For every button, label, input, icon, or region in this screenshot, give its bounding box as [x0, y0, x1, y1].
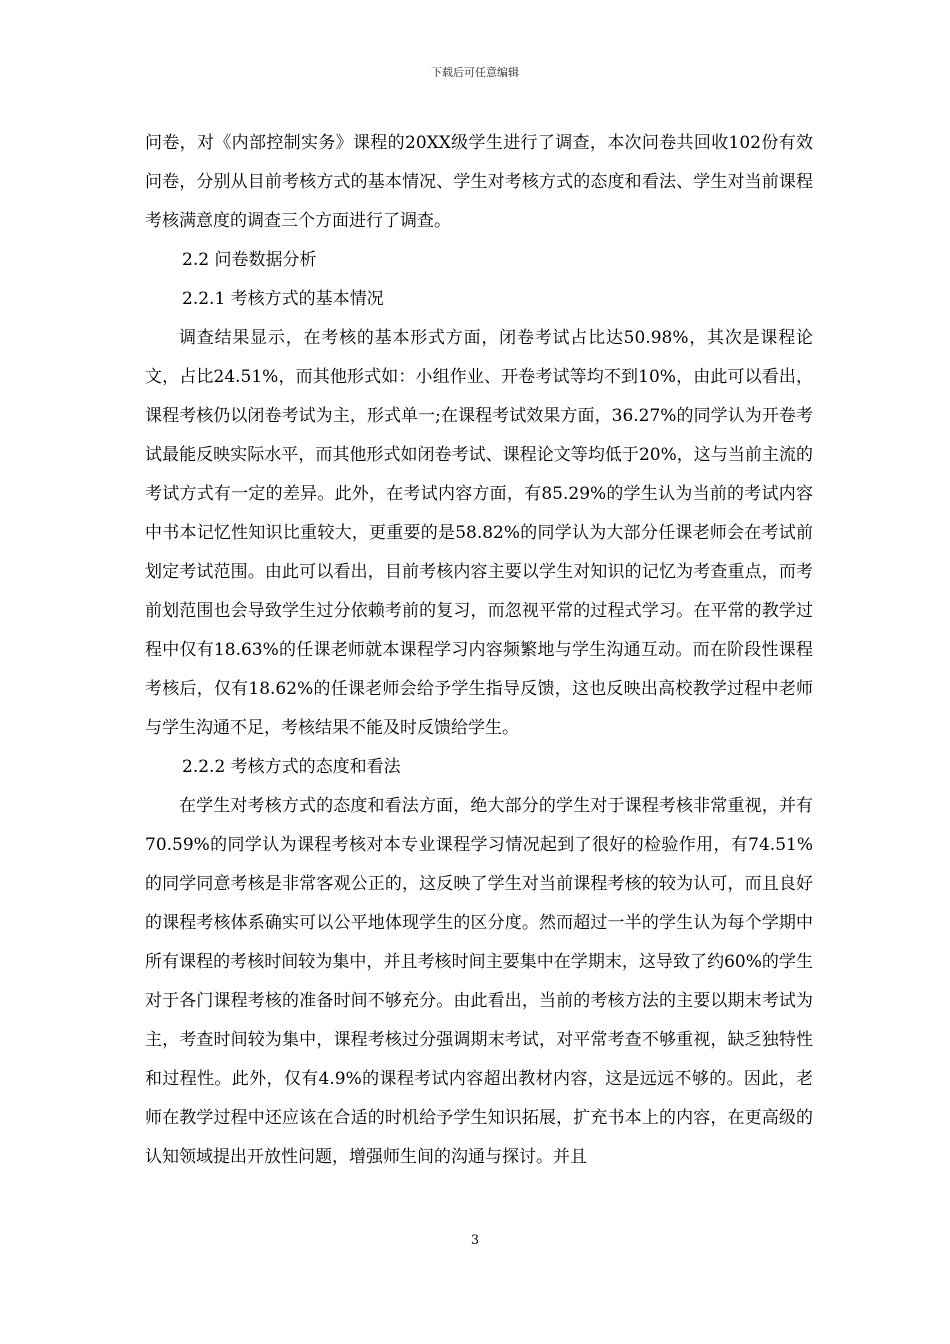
- document-body: [145, 124, 813, 1177]
- paragraph-continuation: 问卷，对《内部控制实务》课程的20XX级学生进行了调查，本次问卷共回收102份有效问卷，分别从目前考核方式的基本情况、学生对考核方式的态度和看法、学生对当前课程考核满意度的调查三个方面进行了调查。: [145, 133, 813, 231]
- paragraph-survey-results: 调查结果显示，在考核的基本形式方面，闭卷考试占比达50.98%，其次是课程论文，占比24.51%，而其他形式如：小组作业、开卷考试等均不到10%，由此可以看出，课程考核仍以闭卷考试为主，形式单一;在课程考试效果方面，36.27%的同学认为开卷考试最能反映实际水平，而其他形式如闭卷考试、课程论文等均低于20%，这与当前主流的考试方式有一定的差异。此外，在考试内容方面，有85.29%的学生认为当前的考试内容中书本记忆性知识比重较大，更重要的是58.82%的同学认为大部分任课老师会在考试前划定考试范围。由此可以看出，目前考核内容主要以学生对知识的记忆为考查重点，而考前划范围也会导致学生过分依赖考前的复习，而忽视平常的过程式学习。在平常的教学过程中仅有18.63%的任课老师就本课程学习内容频繁地与学生沟通互动。而在阶段性课程考核后，仅有18.62%的任课老师会给予学生指导反馈，这也反映出高校教学过程中老师与学生沟通不足，考核结果不能及时反馈给学生。: [145, 328, 813, 738]
- paragraph-attitudes: 在学生对考核方式的态度和看法方面，绝大部分的学生对于课程考核非常重视，并有70.59%的同学认为课程考核对本专业课程学习情况起到了很好的检验作用，有74.51%的同学同意考核是非常客观公正的，这反映了学生对当前课程考核的较为认可，而且良好的课程考核体系确实可以公平地体现学生的区分度。然而超过一半的学生认为每个学期中所有课程的考核时间较为集中，并且考核时间主要集中在学期末，这导致了约60%的学生对于各门课程考核的准备时间不够充分。由此看出，当前的考核方法的主要以期末考试为主，考查时间较为集中，课程考核过分强调期末考试，对平常考查不够重视，缺乏独特性和过程性。此外，仅有4.9%的课程考试内容超出教材内容，这是远远不够的。因此，老师在教学过程中还应该在合适的时机给予学生知识拓展，扩充书本上的内容，在更高级的认知领域提出开放性问题，增强师生间的沟通与探讨。并且: [145, 796, 813, 1167]
- page-number: 3: [470, 1233, 480, 1248]
- subsection-heading-2-2-1: 2.2.1 考核方式的基本情况: [182, 289, 384, 309]
- page-header: 下载后可任意编辑: [431, 66, 519, 79]
- subsection-heading-2-2-2: 2.2.2 考核方式的态度和看法: [182, 757, 401, 777]
- section-heading-2-2: 2.2 问卷数据分析: [182, 250, 317, 270]
